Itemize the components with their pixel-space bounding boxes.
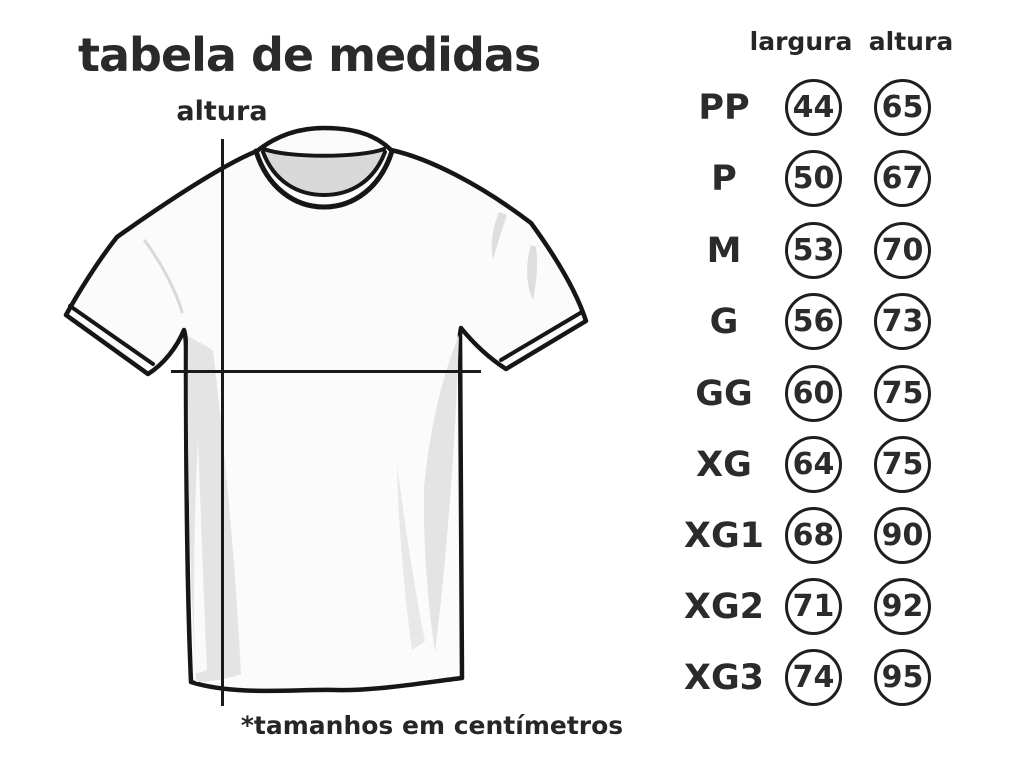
column-header-largura: largura [749, 27, 853, 56]
units-footnote: *tamanhos em centímetros [240, 711, 624, 740]
table-row [0, 287, 1024, 357]
largura-value-circle: 68 [785, 507, 842, 564]
column-header-altura: altura [868, 27, 954, 56]
table-row [0, 501, 1024, 571]
size-label: P [711, 159, 737, 199]
largura-value-circle: 64 [785, 436, 842, 493]
table-row [0, 73, 1024, 143]
table-row [0, 643, 1024, 713]
altura-value-circle: 95 [874, 649, 931, 706]
altura-value-circle: 75 [874, 436, 931, 493]
size-label: XG3 [683, 658, 765, 698]
table-row [0, 359, 1024, 429]
size-label: XG [696, 445, 752, 485]
size-label: M [706, 231, 742, 271]
largura-value-circle: 60 [785, 365, 842, 422]
largura-value-circle: 53 [785, 222, 842, 279]
altura-value-circle: 67 [874, 150, 931, 207]
table-row [0, 572, 1024, 642]
altura-value-circle: 65 [874, 79, 931, 136]
altura-value-circle: 75 [874, 365, 931, 422]
altura-value-circle: 92 [874, 578, 931, 635]
largura-value-circle: 50 [785, 150, 842, 207]
largura-value-circle: 56 [785, 293, 842, 350]
size-label: XG1 [683, 516, 765, 556]
page-title: tabela de medidas [78, 28, 541, 82]
size-label: GG [695, 374, 753, 414]
size-label: PP [698, 88, 750, 128]
table-row [0, 216, 1024, 286]
height-label: altura [176, 96, 268, 127]
table-row [0, 144, 1024, 214]
size-label: XG2 [683, 587, 765, 627]
largura-value-circle: 74 [785, 649, 842, 706]
altura-value-circle: 73 [874, 293, 931, 350]
table-row [0, 430, 1024, 500]
altura-value-circle: 70 [874, 222, 931, 279]
largura-value-circle: 44 [785, 79, 842, 136]
size-label: G [709, 302, 739, 342]
altura-value-circle: 90 [874, 507, 931, 564]
largura-value-circle: 71 [785, 578, 842, 635]
